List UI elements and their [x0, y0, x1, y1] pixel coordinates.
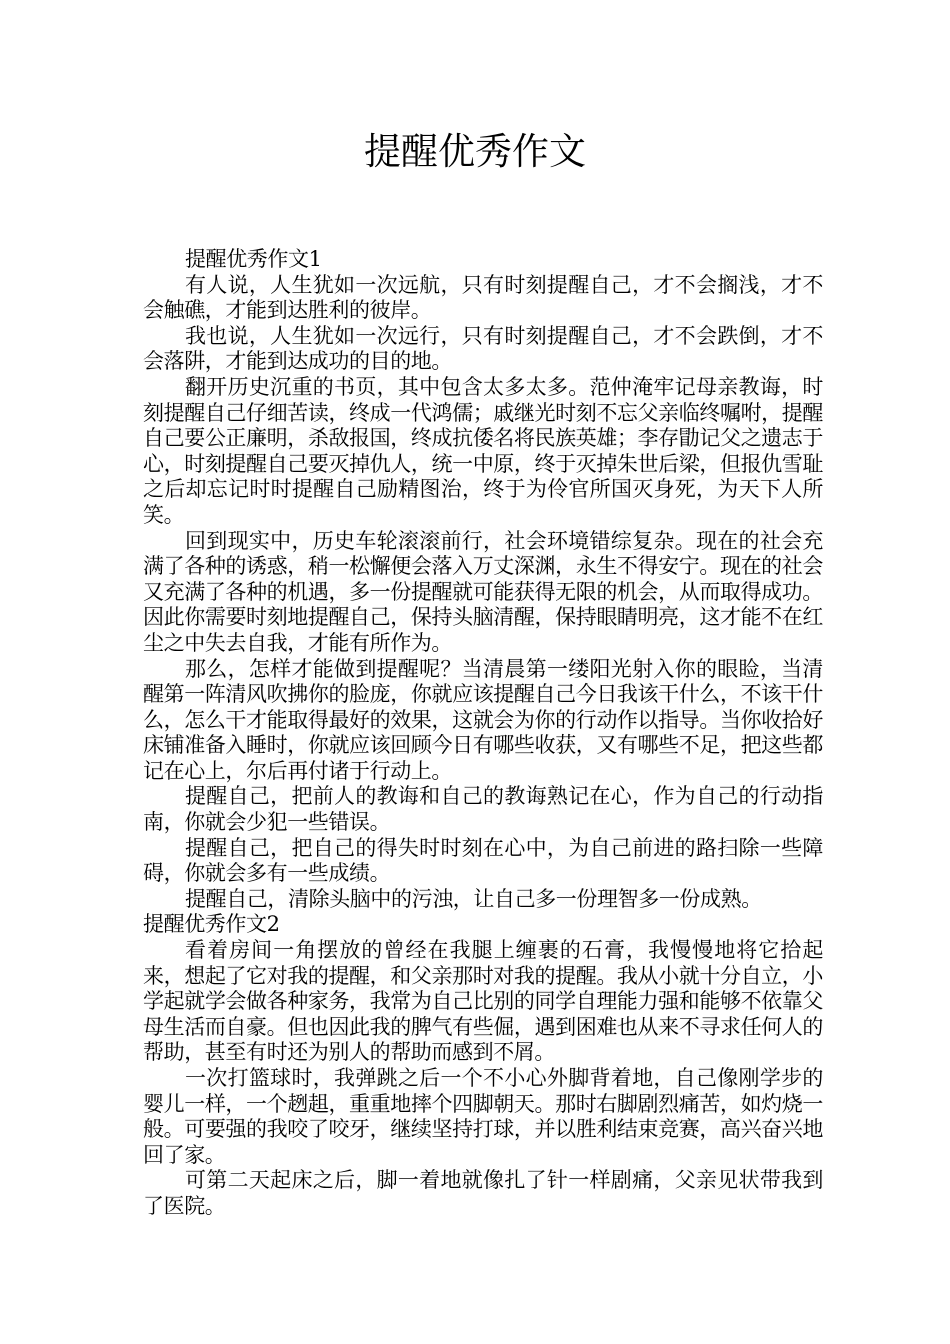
paragraph: 翻开历史沉重的书页，其中包含太多太多。范仲淹牢记母亲教诲，时刻提醒自己仔细苦读，终成一代鸿儒；戚继光时刻不忘父亲临终嘱咐，提醒自己要公正廉明，杀敌报国，终成抗倭名将民族英雄；李存勖记父之遗志于心，时刻提醒自己要灭掉仇人，统一中原，终于灭掉朱世后梁，但报仇雪耻之后却忘记时时提醒自己励精图治，终于为伶官所国灭身死，为天下人所笑。: [143, 374, 823, 527]
document-body: [143, 247, 823, 1220]
paragraph: 提醒自己，清除头脑中的污浊，让自己多一份理智多一份成熟。: [185, 886, 762, 911]
paragraph: 提醒自己，把自己的得失时时刻在心中，为自己前进的路扫除一些障碍，你就会多有一些成绩。: [143, 835, 823, 886]
paragraph: 一次打篮球时，我弹跳之后一个不小心外脚背着地，自己像刚学步的婴儿一样，一个趔趄，重重地摔个四脚朝天。那时右脚剧烈痛苦，如灼烧一般。可要强的我咬了咬牙，继续坚持打球，并以胜利结束竞赛，高兴奋兴地回了家。: [143, 1066, 823, 1167]
section-heading: 提醒优秀作文2: [143, 912, 280, 937]
paragraph: 可第二天起床之后，脚一着地就像扎了针一样剧痛，父亲见状带我到了医院。: [143, 1168, 823, 1218]
paragraph: 我也说，人生犹如一次远行，只有时刻提醒自己，才不会跌倒，才不会落阱，才能到达成功的目的地。: [143, 323, 823, 374]
paragraph: 提醒自己，把前人的教诲和自己的教诲熟记在心，作为自己的行动指南，你就会少犯一些错误。: [143, 784, 823, 835]
paragraph: 回到现实中，历史车轮滚滚前行，社会环境错综复杂。现在的社会充满了各种的诱惑，稍一松懈便会落入万丈深渊，永生不得安宁。现在的社会又充满了各种的机遇，多一份提醒就可能获得无限的机会，从而取得成功。因此你需要时刻地提醒自己，保持头脑清醒，保持眼睛明亮，这才能不在红尘之中失去自我，才能有所作为。: [143, 528, 823, 655]
paragraph: 那么，怎样才能做到提醒呢？当清晨第一缕阳光射入你的眼睑，当清醒第一阵清风吹拂你的脸庞，你就应该提醒自己今日我该干什么，不该干什么，怎么干才能取得最好的效果，这就会为你的行动作以指导。当你收拾好床铺准备入睡时，你就应该回顾今日有哪些收获，又有哪些不足，把这些都记在心上，尔后再付诸于行动上。: [143, 656, 823, 783]
paragraph: 看着房间一角摆放的曾经在我腿上缠裹的石膏，我慢慢地将它拾起来，想起了它对我的提醒，和父亲那时对我的提醒。我从小就十分自立，小学起就学会做各种家务，我常为自己比别的同学自理能力强和能够不依靠父母生活而自豪。但也因此我的脾气有些倔，遇到困难也从来不寻求任何人的帮助，甚至有时还为别人的帮助而感到不屑。: [143, 938, 823, 1065]
paragraph: 有人说，人生犹如一次远航，只有时刻提醒自己，才不会搁浅，才不会触礁，才能到达胜利的彼岸。: [143, 272, 823, 323]
document-title: 提醒优秀作文: [364, 130, 586, 173]
section-heading: 提醒优秀作文1: [185, 247, 322, 271]
